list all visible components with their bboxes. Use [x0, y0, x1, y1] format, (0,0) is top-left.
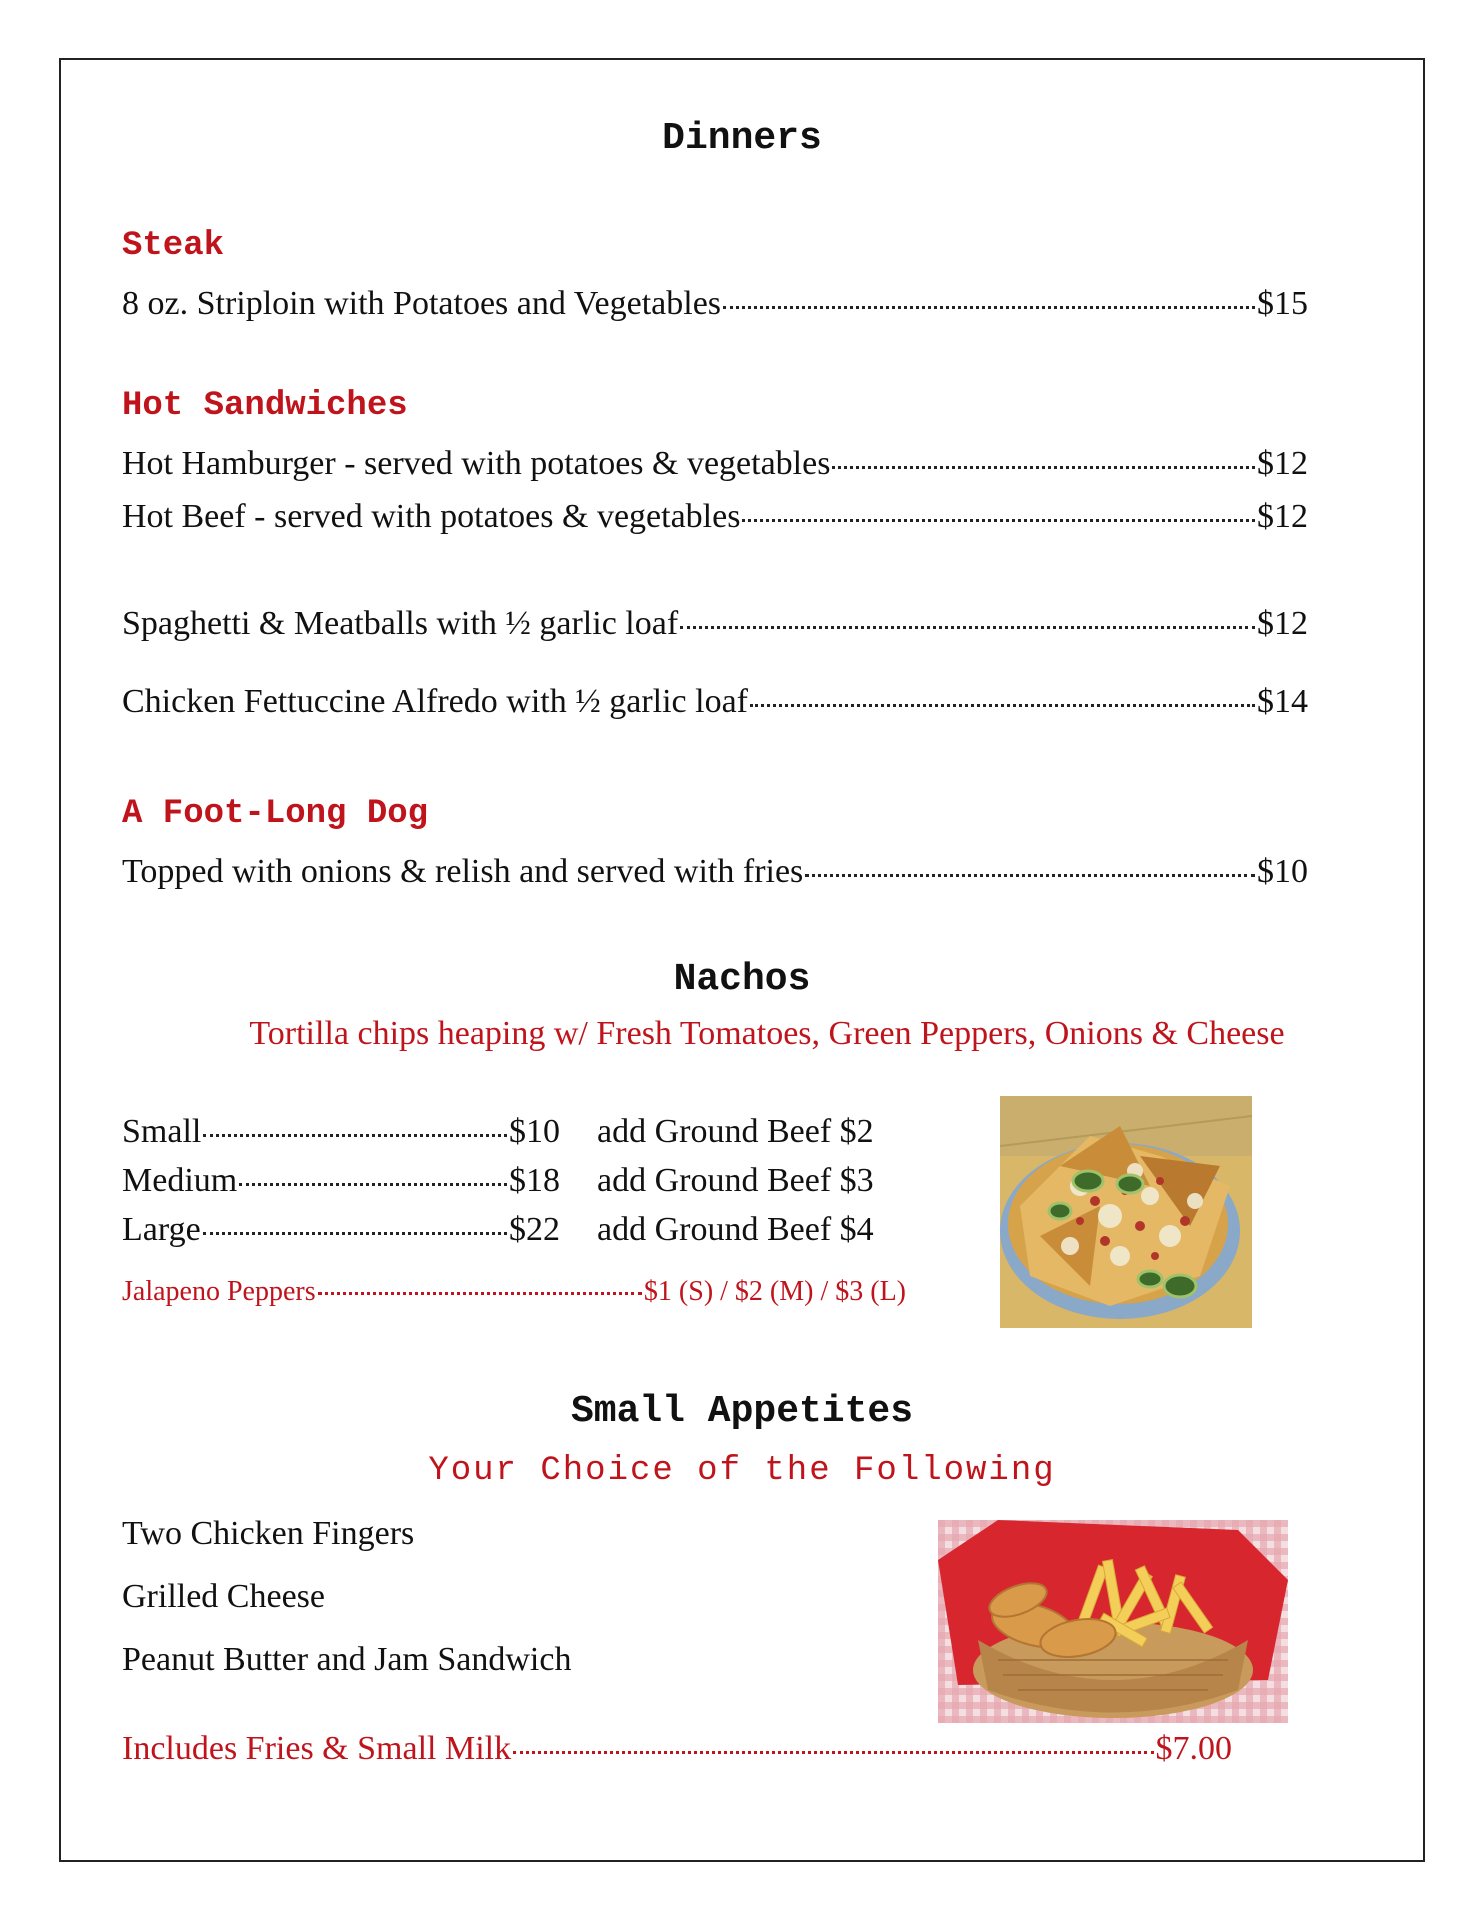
chicken-fingers-basket-image — [938, 1520, 1288, 1723]
menu-item-hot-beef — [122, 498, 1308, 536]
menu-item-spaghetti — [122, 605, 1308, 643]
small-appetites-title: Small Appetites — [570, 1390, 914, 1433]
steak-heading: Steak — [122, 227, 225, 265]
item-name: Topped with onions & relish and served with fries — [122, 853, 804, 890]
item-price: $14 — [1257, 683, 1308, 720]
dinners-title: Dinners — [662, 117, 822, 160]
foot-long-heading: A Foot-Long Dog — [122, 795, 429, 833]
nachos-plate-image — [1000, 1096, 1252, 1328]
item-price: $12 — [1257, 605, 1308, 642]
item-price: $7.00 — [1155, 1730, 1232, 1767]
dot-leader — [513, 1751, 1153, 1754]
dot-leader — [750, 704, 1255, 707]
small-appetite-item: Peanut Butter and Jam Sandwich — [122, 1641, 572, 1678]
item-price: $12 — [1257, 445, 1308, 482]
size-price: $22 — [509, 1211, 560, 1248]
size-price: $18 — [509, 1162, 560, 1199]
nachos-title: Nachos — [673, 958, 811, 1001]
small-appetites-footer — [122, 1730, 1232, 1768]
menu-item-fettuccine — [122, 683, 1308, 721]
dot-leader — [318, 1292, 642, 1295]
nachos-description: Tortilla chips heaping w/ Fresh Tomatoes, Green Peppers, Onions & Cheese — [249, 1015, 1285, 1052]
dot-leader — [832, 466, 1255, 469]
nachos-size-large — [122, 1211, 560, 1249]
size-name: Small — [122, 1113, 202, 1150]
nachos-size-medium — [122, 1162, 560, 1200]
small-appetite-item: Grilled Cheese — [122, 1578, 325, 1615]
dot-leader — [239, 1183, 507, 1186]
item-price: $1 (S) / $2 (M) / $3 (L) — [643, 1276, 906, 1307]
nachos-size-small — [122, 1113, 560, 1151]
item-price: $15 — [1257, 285, 1308, 322]
dot-leader — [805, 874, 1255, 877]
menu-item-hot-hamburger — [122, 445, 1308, 483]
addon-ground-beef-small: add Ground Beef $2 — [597, 1113, 874, 1150]
menu-item-foot-long — [122, 853, 1308, 891]
dot-leader — [203, 1232, 507, 1235]
dot-leader — [742, 519, 1255, 522]
size-name: Medium — [122, 1162, 238, 1199]
item-name: Chicken Fettuccine Alfredo with ½ garlic loaf — [122, 683, 748, 720]
addon-ground-beef-large: add Ground Beef $4 — [597, 1211, 874, 1248]
addon-ground-beef-medium: add Ground Beef $3 — [597, 1162, 874, 1199]
size-price: $10 — [509, 1113, 560, 1150]
dot-leader — [723, 306, 1255, 309]
item-price: $12 — [1257, 498, 1308, 535]
menu-item-steak — [122, 285, 1308, 323]
item-name: Includes Fries & Small Milk — [122, 1730, 512, 1767]
item-price: $10 — [1257, 853, 1308, 890]
jalapeno-peppers-row — [122, 1276, 906, 1308]
dot-leader — [680, 626, 1255, 629]
item-name: Jalapeno Peppers — [122, 1276, 316, 1307]
item-name: 8 oz. Striploin with Potatoes and Vegetables — [122, 285, 722, 322]
small-appetites-subtitle: Your Choice of the Following — [428, 1452, 1056, 1490]
small-appetite-item: Two Chicken Fingers — [122, 1515, 415, 1552]
size-name: Large — [122, 1211, 201, 1248]
item-name: Hot Beef - served with potatoes & vegetables — [122, 498, 741, 535]
item-name: Spaghetti & Meatballs with ½ garlic loaf — [122, 605, 679, 642]
hot-sandwiches-heading: Hot Sandwiches — [122, 387, 408, 425]
item-name: Hot Hamburger - served with potatoes & vegetables — [122, 445, 831, 482]
dot-leader — [203, 1134, 507, 1137]
